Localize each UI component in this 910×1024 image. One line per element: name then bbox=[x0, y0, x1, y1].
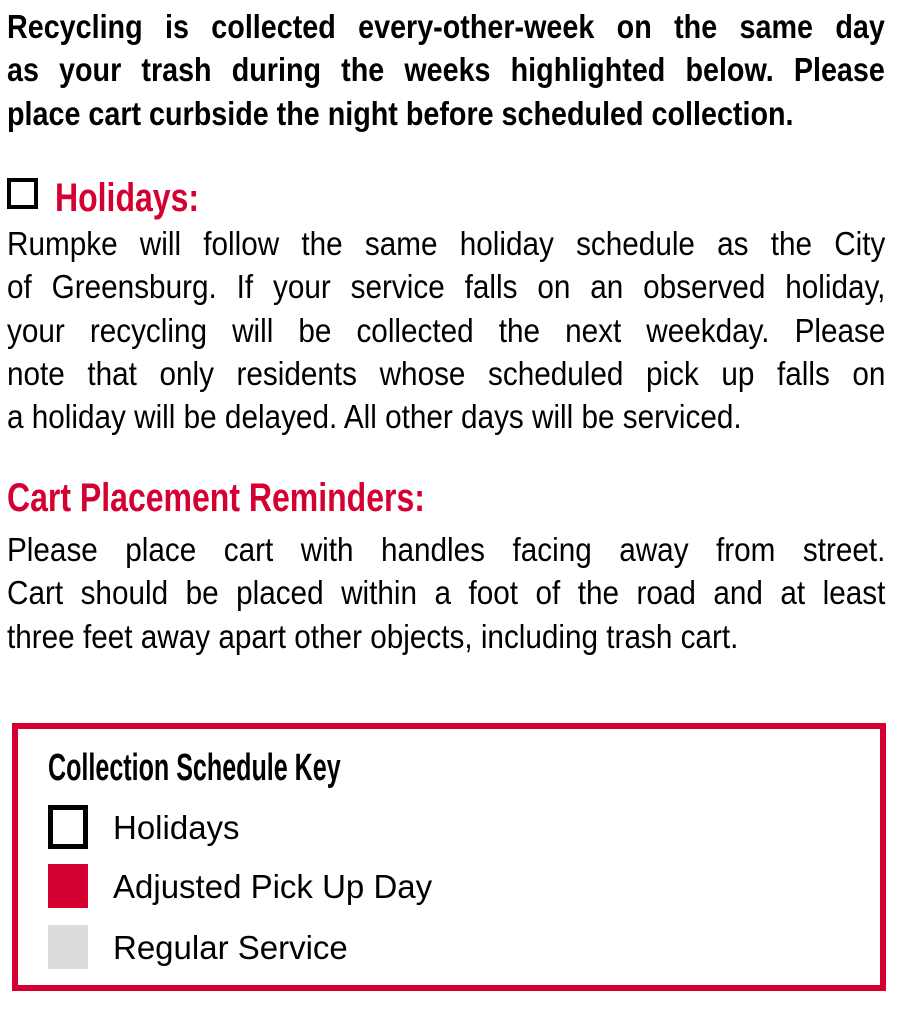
text-line: Recycling is collected every-other-week on the same day bbox=[7, 8, 885, 45]
text-line: note that only residents whose scheduled pick up falls on bbox=[7, 354, 886, 392]
text-line: Please place cart with handles facing away from street. bbox=[7, 531, 886, 568]
key-item-regular-service bbox=[48, 925, 348, 969]
key-item-label: Holidays bbox=[113, 808, 240, 846]
holidays-heading: Holidays: bbox=[55, 176, 200, 220]
holidays-checkbox-icon bbox=[7, 178, 38, 209]
key-item-adjusted-pickup bbox=[48, 864, 432, 908]
intro-paragraph bbox=[7, 5, 885, 135]
text-line: Cart should be placed within a foot of the road and at least bbox=[7, 574, 886, 612]
cart-placement-paragraph bbox=[7, 528, 885, 658]
text-line: a holiday will be delayed. All other days will be serviced. bbox=[7, 398, 742, 436]
text-line: of Greensburg. If your service falls on an observed holiday, bbox=[7, 268, 886, 306]
key-title: Collection Schedule Key bbox=[48, 747, 341, 789]
text-line: Rumpke will follow the same holiday schedule as the City bbox=[7, 225, 886, 262]
text-line: place cart curbside the night before scheduled collection. bbox=[7, 94, 794, 132]
key-item-holidays bbox=[48, 805, 240, 849]
regular-service-swatch-icon bbox=[48, 925, 88, 969]
text-line: three feet away apart other objects, including trash cart. bbox=[7, 617, 739, 655]
holidays-swatch-icon bbox=[48, 805, 88, 849]
key-item-label: Adjusted Pick Up Day bbox=[113, 867, 433, 905]
holidays-paragraph bbox=[7, 222, 885, 438]
text-line: as your trash during the weeks highlighted below. Please bbox=[7, 51, 885, 89]
cart-placement-heading: Cart Placement Reminders: bbox=[7, 476, 425, 520]
key-item-label: Regular Service bbox=[113, 928, 348, 966]
schedule-key-panel bbox=[12, 723, 886, 991]
text-line: your recycling will be collected the next weekday. Please bbox=[7, 311, 886, 349]
adjusted-pickup-swatch-icon bbox=[48, 864, 88, 908]
